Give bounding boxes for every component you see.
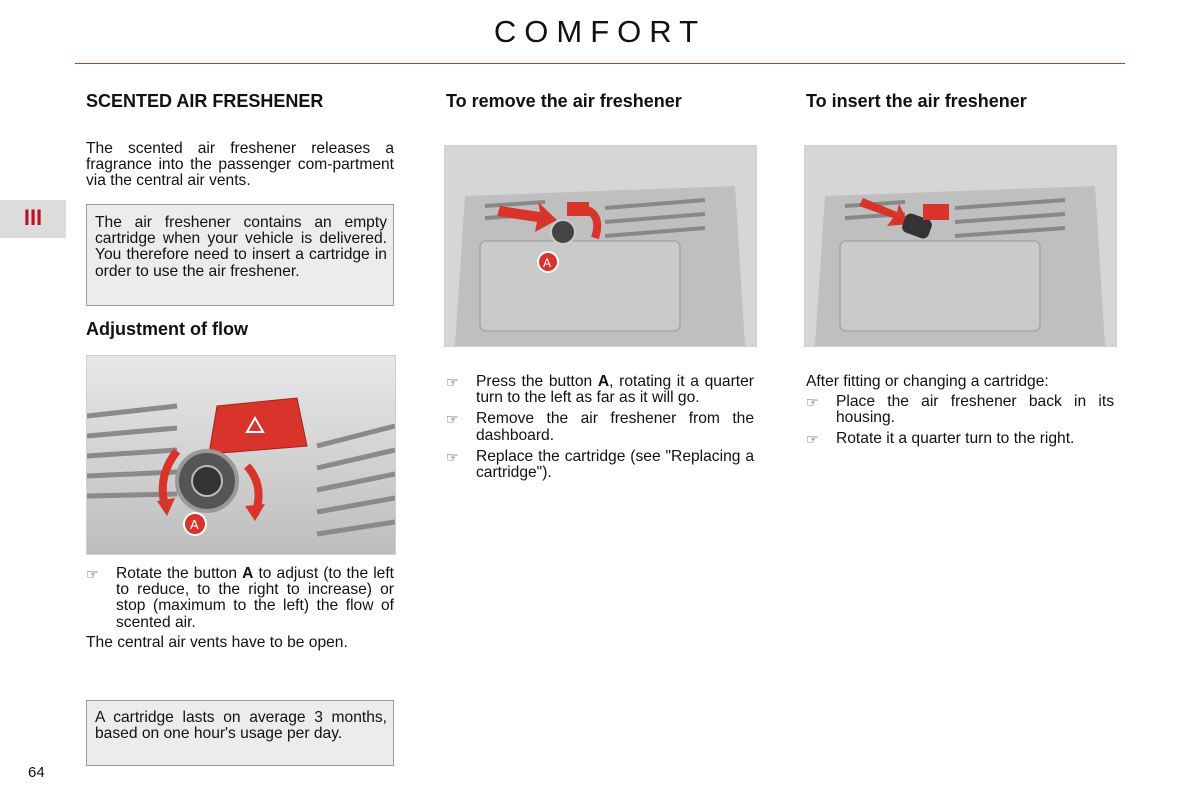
insert-intro: After fitting or changing a cartridge: (806, 373, 1049, 390)
cartridge-note-box (86, 700, 394, 766)
flow-adjust-figure (86, 355, 396, 555)
figure-label-a: A (543, 256, 552, 270)
flow-bullet-list (86, 566, 394, 636)
pointing-hand-icon: ☞ (446, 374, 459, 390)
page-header-title: COMFORT (493, 14, 707, 49)
pointing-hand-icon: ☞ (446, 411, 459, 428)
remove-heading: To remove the air freshener (446, 91, 682, 111)
flow-heading: Adjustment of flow (86, 319, 248, 339)
pointing-hand-icon: ☞ (806, 431, 819, 448)
section-tab[interactable]: III (0, 200, 66, 238)
list-item: ☞ Press the button A, rotating it a quarter turn to the left as far as it will go. (446, 373, 754, 407)
list-item: ☞ Remove the air freshener from the dashboard. (446, 410, 754, 444)
info-note-box (86, 204, 394, 306)
pointing-hand-icon: ☞ (806, 394, 819, 410)
pointing-hand-icon: ☞ (446, 448, 459, 465)
pointing-hand-icon: ☞ (86, 566, 99, 582)
cartridge-note-text: A cartridge lasts on average 3 months, based on one hour's usage per day. (95, 709, 387, 743)
list-item: ☞ Rotate the button A to adjust (to the left to reduce, to the right to increase) or stop (maximum to the left) the flow of scented air. (86, 565, 394, 631)
insert-figure (804, 145, 1117, 347)
figure-label-a: A (190, 517, 199, 532)
vents-paragraph: The central air vents have to be open. (86, 634, 348, 651)
intro-paragraph: The scented air freshener releases a fragrance into the passenger com-partment via the central air vents. (86, 140, 394, 190)
insert-heading: To insert the air freshener (806, 91, 1027, 111)
info-note-text: The air freshener contains an empty cartridge when your vehicle is delivered. You therefore need to insert a cartridge in order to use the air freshener. (95, 214, 387, 280)
header-rule (75, 63, 1125, 64)
remove-figure (444, 145, 757, 347)
section-heading: SCENTED AIR FRESHENER (86, 91, 324, 111)
insert-bullet-list (806, 394, 1114, 453)
page-number: 64 (28, 764, 45, 781)
remove-bullet-list (446, 374, 754, 486)
list-item: ☞ Replace the cartridge (see "Replacing a cartridge"). (446, 447, 754, 482)
list-item: ☞ Place the air freshener back in its housing. (806, 393, 1114, 427)
list-item: ☞ Rotate it a quarter turn to the right. (806, 430, 1075, 448)
